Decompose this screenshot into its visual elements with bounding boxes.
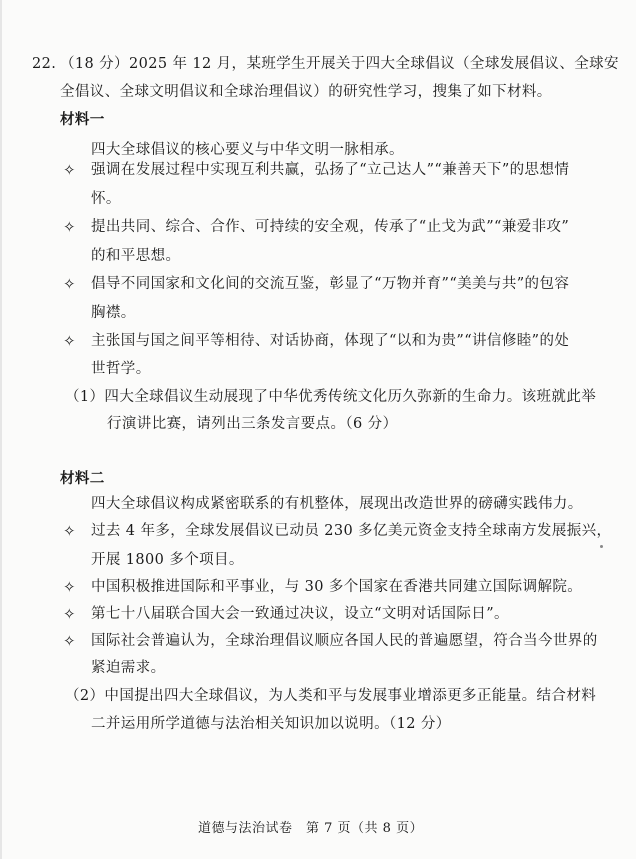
bullet-diamond-icon: ✧ xyxy=(63,578,76,596)
material1-item-1-line-2: 怀。 xyxy=(91,191,121,207)
bullet-diamond-icon: ✧ xyxy=(63,522,76,540)
material1-item-1-line-1: 强调在发展过程中实现互利共赢，弘扬了“立己达人”“兼善天下”的思想情 xyxy=(91,162,570,178)
bullet-diamond-icon: ✧ xyxy=(63,632,76,650)
material2-item-3-line-1: 第七十八届联合国大会一致通过决议，设立“文明对话国际日”。 xyxy=(91,606,509,622)
bullet-diamond-icon: ✧ xyxy=(63,218,76,236)
material1-item-4-line-1: 主张国与国之间平等相待、对话协商，体现了“以和为贵”“讲信修睦”的处 xyxy=(91,333,570,349)
question-number: 22. xyxy=(32,56,57,72)
task-1-line-2: 行演讲比赛，请列出三条发言要点。（6 分） xyxy=(107,416,398,432)
task-2-line-2: 二并运用所学道德与法治相关知识加以说明。（12 分） xyxy=(91,716,451,732)
material1-heading: 材料一 xyxy=(60,111,105,128)
material2-item-1-line-1: 过去 4 年多，全球发展倡议已动员 230 多亿美元资金支持全球南方发展振兴， xyxy=(91,523,612,539)
scan-speck xyxy=(600,545,603,548)
bullet-diamond-icon: ✧ xyxy=(63,161,76,179)
material2-intro: 四大全球倡议构成紧密联系的有机整体，展现出改造世界的磅礴实践伟力。 xyxy=(91,496,583,512)
material1-item-4-line-2: 世哲学。 xyxy=(91,361,151,377)
task-2-line-1: （2）中国提出四大全球倡议，为人类和平与发展事业增添更多正能量。结合材料 xyxy=(65,688,597,704)
material1-intro: 四大全球倡议的核心要义与中华文明一脉相承。 xyxy=(91,142,404,158)
task-1-line-1: （1）四大全球倡议生动展现了中华优秀传统文化历久弥新的生命力。该班就此举 xyxy=(65,389,597,405)
material2-item-1-line-2: 开展 1800 多个项目。 xyxy=(91,552,244,568)
bullet-diamond-icon: ✧ xyxy=(63,275,76,293)
material1-item-2-line-2: 的和平思想。 xyxy=(91,248,181,264)
material1-item-2-line-1: 提出共同、综合、合作、可持续的安全观，传承了“止戈为武”“兼爱非攻” xyxy=(91,219,570,235)
question-line-2: 全倡议、全球文明倡议和全球治理倡议）的研究性学习，搜集了如下材料。 xyxy=(60,84,552,100)
bullet-diamond-icon: ✧ xyxy=(63,605,76,623)
material1-item-3-line-2: 胸襟。 xyxy=(91,305,136,321)
material1-item-3-line-1: 倡导不同国家和文化间的交流互鉴，彰显了“万物并育”“美美与共”的包容 xyxy=(91,276,570,292)
material2-heading: 材料二 xyxy=(60,470,105,487)
question-line-1: （18 分）2025 年 12 月，某班学生开展关于四大全球倡议（全球发展倡议、全球安 xyxy=(60,56,619,72)
bullet-diamond-icon: ✧ xyxy=(63,332,76,350)
material2-item-2-line-1: 中国积极推进国际和平事业，与 30 多个国家在香港共同建立国际调解院。 xyxy=(91,579,583,595)
page-footer: 道德与法治试卷 第 7 页（共 8 页） xyxy=(198,821,424,836)
page-edge xyxy=(0,0,2,859)
material2-item-4-line-1: 国际社会普遍认为，全球治理倡议顺应各国人民的普遍愿望，符合当今世界的 xyxy=(91,633,598,649)
material2-item-4-line-2: 紧迫需求。 xyxy=(91,660,166,676)
